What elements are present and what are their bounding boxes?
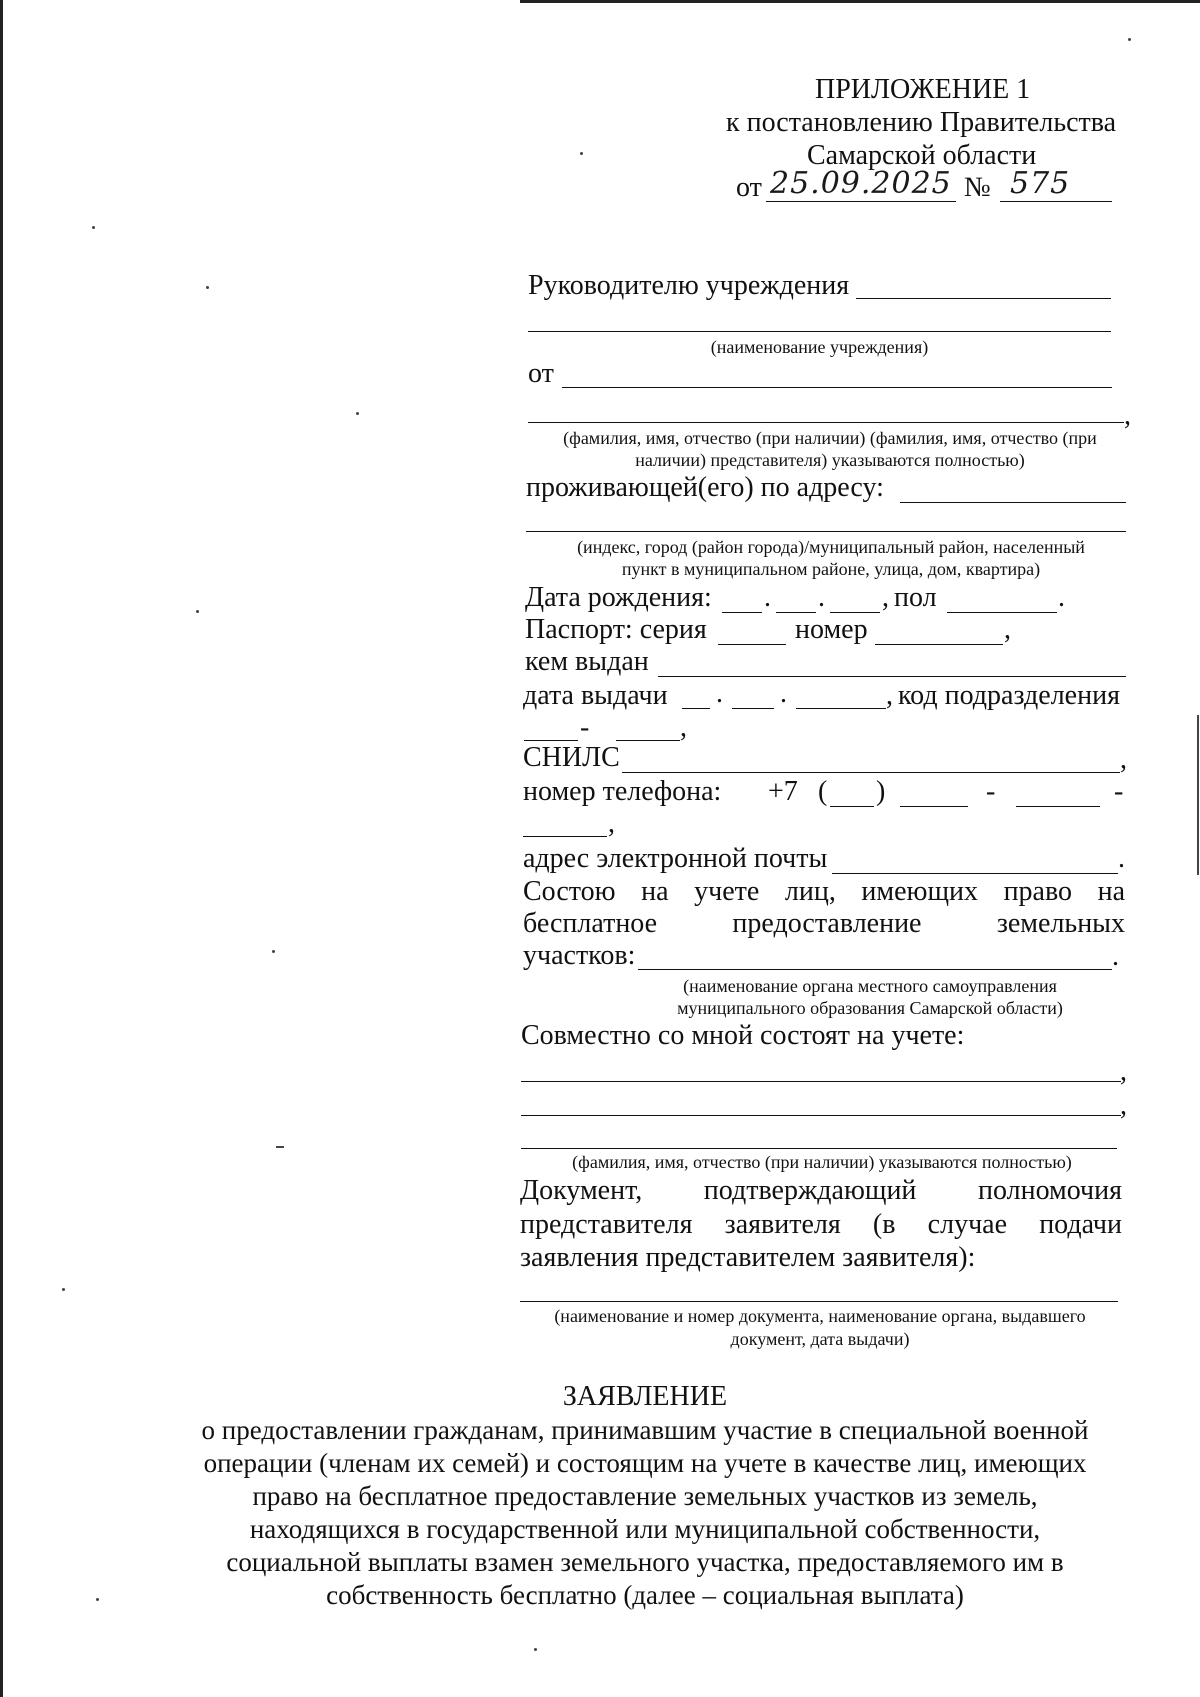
- address-field-2[interactable]: [526, 531, 1126, 532]
- from-label: от: [528, 358, 554, 389]
- birth-day-field[interactable]: [722, 612, 762, 613]
- gender-label: пол: [894, 582, 937, 613]
- issued-by-label: кем выдан: [525, 646, 649, 677]
- issue-day-field[interactable]: [682, 708, 710, 709]
- registry-line3: участков:: [523, 940, 636, 971]
- institution-field[interactable]: [528, 331, 1111, 332]
- separator: -: [986, 776, 996, 807]
- registry-line1: Состою на учете лиц, имеющих право на: [523, 876, 1125, 907]
- passport-number-label: номер: [795, 614, 868, 645]
- statement-line: собственность бесплатно (далее – социальная выплата): [326, 1580, 964, 1610]
- separator: -: [580, 712, 590, 743]
- phone-code-field[interactable]: [830, 806, 874, 807]
- passport-number-field[interactable]: [875, 644, 1003, 645]
- separator: ,: [882, 582, 889, 613]
- fio-hint-line1: (фамилия, имя, отчество (при наличии) (фамилия, имя, отчество (при: [563, 428, 1097, 448]
- scan-edge: [0, 0, 3, 1697]
- phone-part3-field[interactable]: [523, 836, 607, 837]
- division-code-field-1[interactable]: [524, 740, 578, 741]
- scan-edge: [520, 0, 1200, 3]
- phone-label: номер телефона:: [523, 776, 722, 807]
- phone-part1-field[interactable]: [900, 806, 968, 807]
- gender-field[interactable]: [947, 612, 1057, 613]
- statement-line: операции (членам их семей) и состоящим на учете в качестве лиц, имеющих: [203, 1448, 1087, 1478]
- handwritten-date: 25.09.2025: [770, 166, 952, 201]
- doc-field[interactable]: [520, 1301, 1118, 1302]
- phone-part2-field[interactable]: [1016, 806, 1100, 807]
- email-label: адрес электронной почты: [523, 843, 828, 874]
- issued-by-field[interactable]: [658, 676, 1126, 677]
- passport-series-field[interactable]: [718, 644, 786, 645]
- issue-year-field[interactable]: [796, 708, 886, 709]
- snils-label: СНИЛС: [523, 742, 620, 773]
- joint-field-3[interactable]: [521, 1148, 1117, 1149]
- doc-hint-line2: документ, дата выдачи): [730, 1329, 910, 1349]
- address-hint-line1: (индекс, город (район города)/муниципальный район, населенный: [577, 537, 1085, 557]
- separator: ,: [1120, 744, 1127, 775]
- scan-speck: [62, 1288, 65, 1291]
- separator: (: [818, 776, 828, 807]
- separator: ): [876, 776, 886, 807]
- separator: -: [1114, 776, 1124, 807]
- birth-year-field[interactable]: [830, 612, 880, 613]
- division-code-field-2[interactable]: [616, 740, 680, 741]
- address-field[interactable]: [900, 502, 1126, 503]
- scan-speck: [92, 226, 95, 229]
- joint-hint: (фамилия, имя, отчество (при наличии) указываются полностью): [572, 1152, 1072, 1172]
- registry-hint-line1: (наименование органа местного самоуправления: [683, 976, 1057, 996]
- statement-line: о предоставлении гражданам, принимавшим участие в специальной военной: [201, 1415, 1089, 1445]
- separator: .: [1058, 582, 1065, 613]
- fio-field[interactable]: [528, 422, 1124, 423]
- passport-series-label: Паспорт: серия: [525, 614, 707, 645]
- statement-title: ЗАЯВЛЕНИЕ: [562, 1381, 728, 1412]
- separator: .: [1112, 941, 1119, 972]
- snils-field[interactable]: [622, 772, 1120, 773]
- institution-hint: (наименование учреждения): [710, 337, 929, 357]
- phone-prefix: +7: [768, 776, 798, 807]
- address-hint-line2: пункт в муниципальном районе, улица, дом, квартира): [621, 559, 1041, 579]
- birth-month-field[interactable]: [776, 612, 816, 613]
- head-field[interactable]: [856, 298, 1111, 299]
- scan-speck: [206, 286, 209, 289]
- division-code-label: код подразделения: [898, 680, 1120, 711]
- separator: ,: [1004, 614, 1011, 645]
- scan-speck: [276, 1146, 284, 1148]
- date-underline: [766, 201, 956, 202]
- doc-line2: представителя заявителя (в случае подачи: [520, 1209, 1122, 1240]
- separator: .: [764, 582, 771, 613]
- issue-month-field[interactable]: [732, 708, 774, 709]
- number-sign: №: [964, 172, 991, 203]
- separator: .: [780, 678, 787, 709]
- resolution-line: к постановлению Правительства: [726, 107, 1117, 138]
- separator: ,: [886, 680, 893, 711]
- issue-date-label: дата выдачи: [523, 680, 668, 711]
- head-label: Руководителю учреждения: [528, 270, 850, 301]
- registry-hint-line2: муниципального образования Самарской области): [677, 998, 1063, 1018]
- scan-speck: [356, 412, 359, 415]
- statement-line: право на бесплатное предоставление земельных участков из земель,: [252, 1481, 1038, 1511]
- fio-hint-line2: наличии) представителя) указываются полностью): [635, 450, 1025, 470]
- separator: .: [716, 678, 723, 709]
- number-underline: [1000, 201, 1112, 202]
- from-field[interactable]: [562, 387, 1112, 388]
- joint-label: Совместно со мной состоят на учете:: [521, 1020, 965, 1051]
- region-line: Самарской области: [807, 140, 1037, 171]
- date-prefix: от: [736, 172, 762, 203]
- separator: ,: [680, 712, 687, 743]
- scan-speck: [580, 152, 583, 155]
- joint-field-2[interactable]: [521, 1115, 1121, 1116]
- separator: .: [818, 582, 825, 613]
- doc-line3: заявления представителем заявителя):: [520, 1242, 976, 1273]
- handwritten-number: 575: [1010, 166, 1071, 201]
- registry-line2: бесплатное предоставление земельных: [523, 908, 1125, 939]
- appendix-title: ПРИЛОЖЕНИЕ 1: [815, 74, 1031, 105]
- scan-speck: [534, 1648, 537, 1651]
- doc-line1: Документ, подтверждающий полномочия: [520, 1175, 1122, 1206]
- scan-edge: [1197, 715, 1199, 875]
- scan-speck: [96, 1598, 99, 1601]
- registry-field[interactable]: [638, 969, 1112, 970]
- address-label: проживающей(его) по адресу:: [526, 472, 884, 503]
- separator: .: [1118, 843, 1125, 874]
- separator: ,: [1120, 1056, 1127, 1087]
- comma: ,: [1124, 400, 1131, 431]
- statement-line: социальной выплаты взамен земельного участка, предоставляемого им в: [226, 1547, 1064, 1577]
- scan-speck: [196, 610, 199, 613]
- email-field[interactable]: [832, 873, 1118, 874]
- scan-speck: [272, 950, 275, 953]
- scan-speck: [1128, 38, 1131, 41]
- doc-hint-line1: (наименование и номер документа, наименование органа, выдавшего: [554, 1306, 1086, 1326]
- birth-label: Дата рождения:: [525, 582, 712, 613]
- statement-line: находящихся в государственной или муниципальной собственности,: [249, 1514, 1041, 1544]
- separator: ,: [608, 808, 615, 839]
- separator: ,: [1120, 1090, 1127, 1121]
- joint-field-1[interactable]: [521, 1081, 1121, 1082]
